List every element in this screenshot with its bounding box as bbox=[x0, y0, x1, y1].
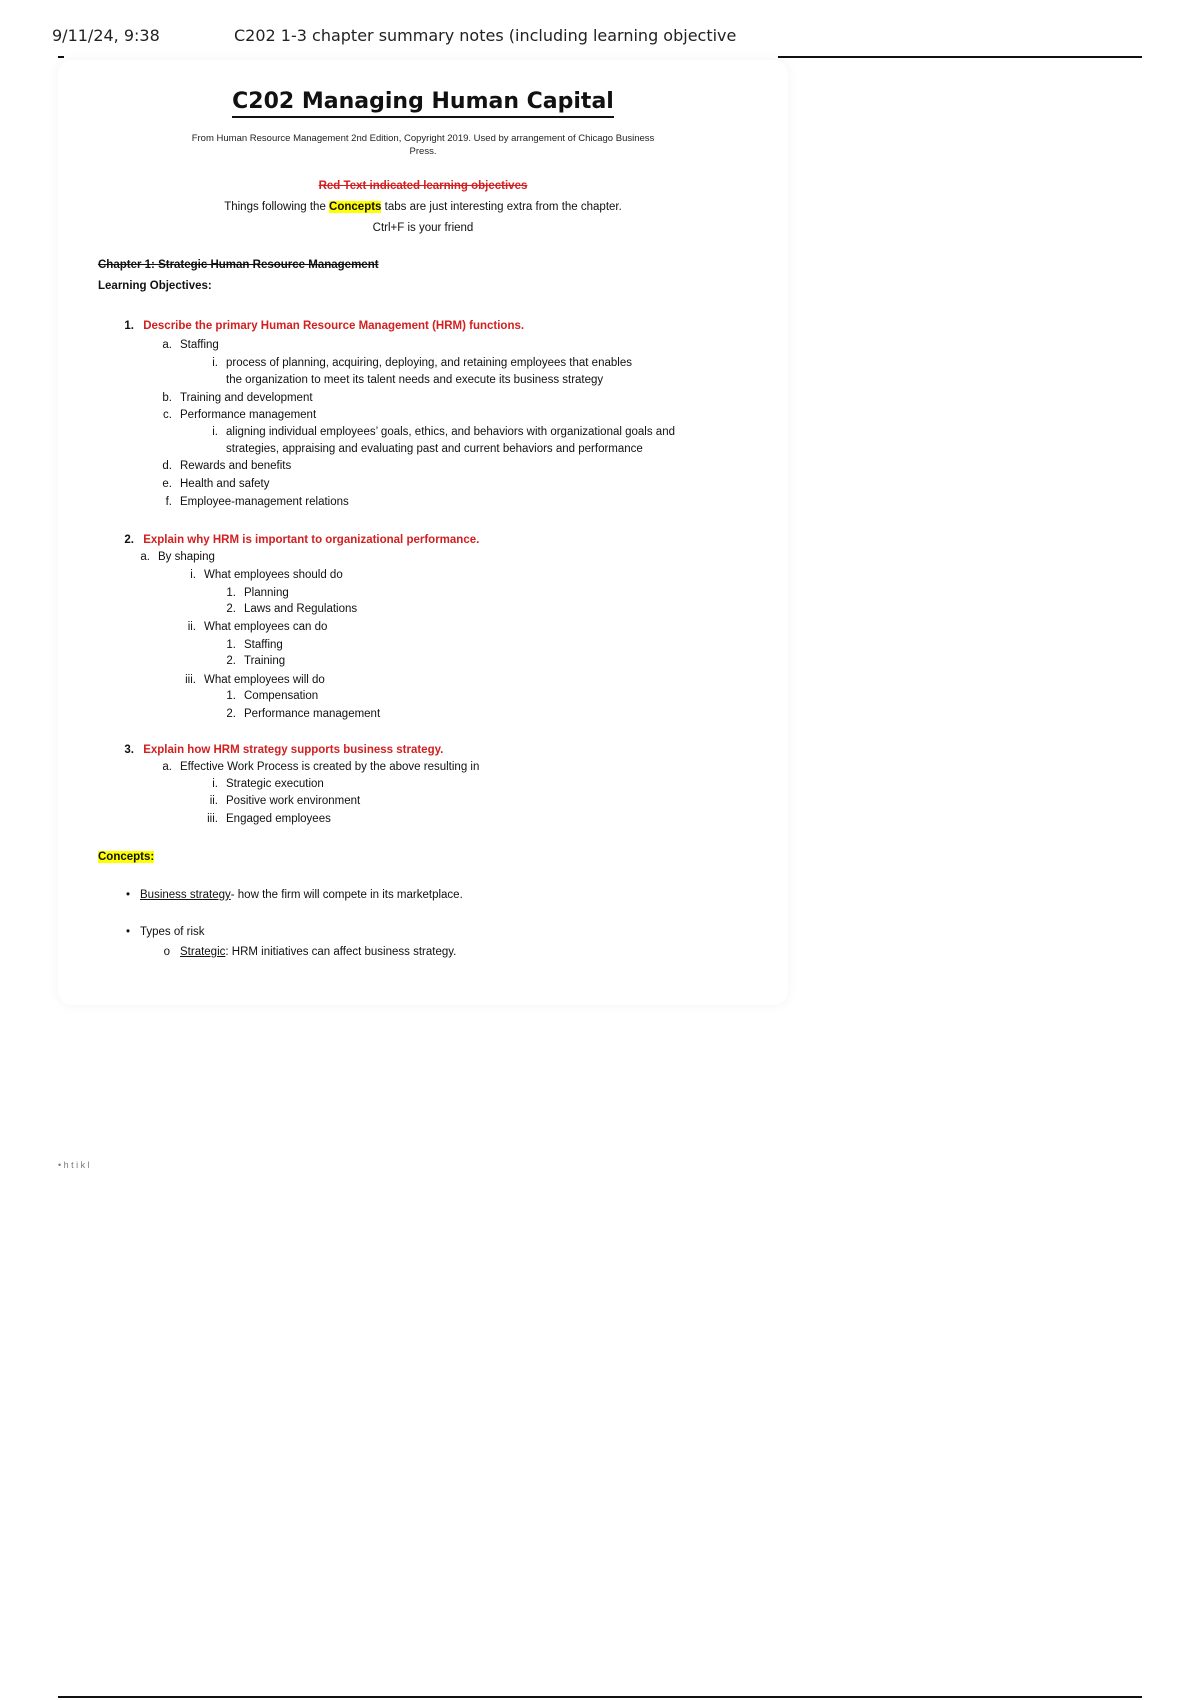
objective-2: 2. Explain why HRM is important to organizational performance. bbox=[124, 534, 480, 546]
list-item: 1. Compensation bbox=[226, 690, 319, 702]
red-text-legend: Red Text indicated learning objectives bbox=[318, 180, 528, 192]
list-item: 2. Performance management bbox=[226, 708, 381, 720]
list-item: a. Staffing bbox=[162, 339, 219, 351]
objective-3: 3. Explain how HRM strategy supports business strategy. bbox=[124, 744, 444, 756]
list-item: a. Effective Work Process is created by the above resulting in bbox=[162, 761, 480, 773]
list-item: 1. Staffing bbox=[226, 639, 283, 651]
list-item: iii. What employees will do bbox=[185, 674, 325, 686]
learning-objectives-label: Learning Objectives: bbox=[98, 280, 212, 292]
header-rule bbox=[778, 56, 1142, 58]
list-item: i. aligning individual employees’ goals, ethics, and behaviors with organizational goals and bbox=[212, 426, 675, 438]
list-item: iii. Engaged employees bbox=[207, 813, 331, 825]
list-item: ii. What employees can do bbox=[187, 621, 328, 633]
list-item: strategies, appraising and evaluating past and current behaviors and performance bbox=[226, 443, 643, 455]
header-tick bbox=[58, 56, 64, 58]
list-item: 1. Planning bbox=[226, 587, 289, 599]
list-item: i. process of planning, acquiring, deploying, and retaining employees that enables bbox=[212, 357, 632, 369]
list-item: d. Rewards and benefits bbox=[162, 460, 292, 472]
list-item: i. What employees should do bbox=[190, 569, 343, 581]
concept-item: • Types of risk bbox=[125, 926, 205, 938]
chapter-heading: Chapter 1: Strategic Human Resource Management bbox=[98, 259, 379, 271]
print-header bbox=[52, 26, 1148, 50]
list-item: ii. Positive work environment bbox=[209, 795, 361, 807]
concepts-note: Things following the Concepts tabs are just interesting extra from the chapter. bbox=[224, 201, 622, 213]
list-item: f. Employee-management relations bbox=[165, 496, 349, 508]
print-document-title: C202 1-3 chapter summary notes (including learning objective bbox=[234, 26, 737, 45]
list-item: i. Strategic execution bbox=[212, 778, 324, 790]
concepts-label: Concepts: bbox=[98, 851, 155, 863]
list-item: the organization to meet its talent needs and execute its business strategy bbox=[226, 374, 604, 386]
list-item: 2. Laws and Regulations bbox=[226, 603, 358, 615]
concept-subitem: o Strategic: HRM initiatives can affect business strategy. bbox=[163, 946, 457, 958]
footer-rule bbox=[58, 1696, 1142, 1698]
list-item: 2. Training bbox=[226, 655, 286, 667]
list-item: c. Performance management bbox=[163, 409, 317, 421]
concept-item: • Business strategy- how the firm will compete in its marketplace. bbox=[125, 889, 463, 901]
faint-fragment: • h t i k l bbox=[58, 1160, 90, 1170]
source-note: From Human Resource Management 2nd Edition, Copyright 2019. Used by arrangement of Chicago Business Press. bbox=[191, 133, 655, 157]
objective-1: 1. Describe the primary Human Resource Management (HRM) functions. bbox=[124, 320, 525, 332]
document-title: C202 Managing Human Capital bbox=[58, 94, 788, 113]
list-item: a. By shaping bbox=[140, 551, 215, 563]
ctrl-f-note: Ctrl+F is your friend bbox=[372, 222, 474, 234]
list-item: b. Training and development bbox=[162, 392, 313, 404]
print-date: 9/11/24, 9:38 bbox=[52, 26, 160, 45]
list-item: e. Health and safety bbox=[162, 478, 270, 490]
